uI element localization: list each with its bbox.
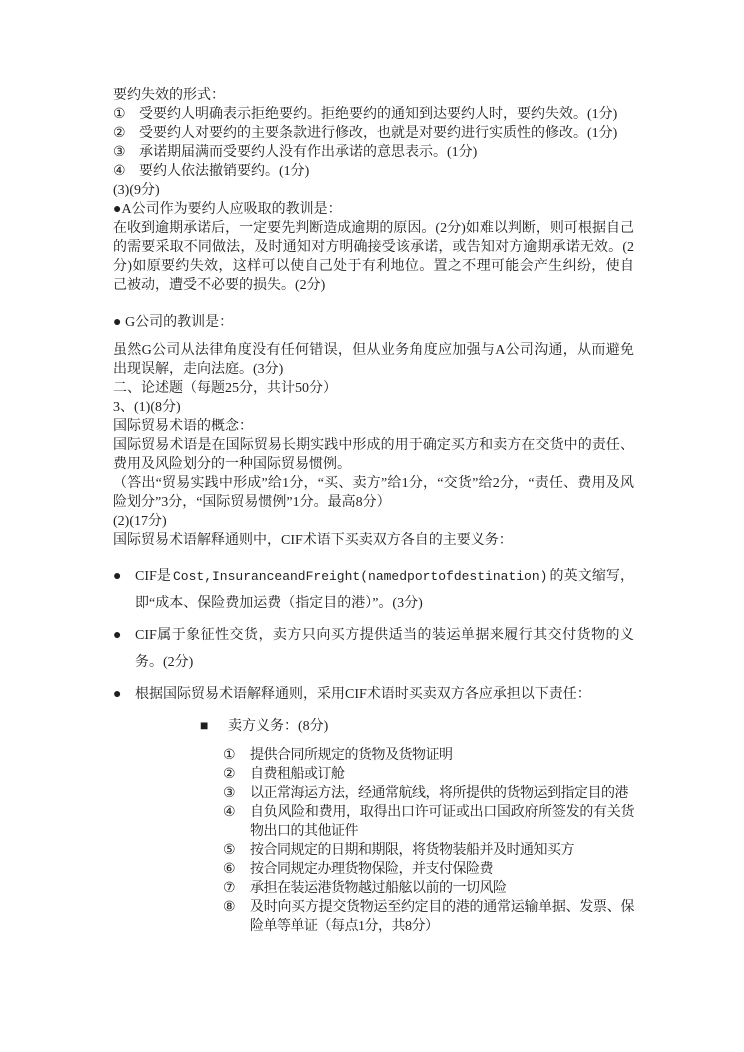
cif-definition-pre: CIF是 bbox=[135, 569, 171, 584]
seller-obligation-list bbox=[223, 746, 634, 936]
concept-scoring-note: （答出“贸易实践中形成”给1分，“买、卖方”给1分，“交货”给2分，“责任、费用及风险划分”3分，“国际贸易惯例”1分。最高8分） bbox=[113, 476, 634, 510]
item-text: 自负风险和费用，取得出口许可证或出口国政府所签发的有关货物出口的其他证件 bbox=[250, 805, 634, 839]
item-number: ④ bbox=[223, 805, 236, 820]
item-number: ① bbox=[223, 748, 236, 763]
item-number: ③ bbox=[223, 786, 236, 801]
item-number: ② bbox=[223, 767, 236, 782]
seller-obligation-item bbox=[223, 841, 634, 860]
item-number: ⑤ bbox=[223, 843, 236, 858]
seller-obligation-item bbox=[223, 784, 634, 803]
cif-responsibilities-bullet bbox=[113, 681, 634, 708]
bullet-text: 根据国际贸易术语解释通则，采用CIF术语时买卖双方各应承担以下责任： bbox=[135, 687, 591, 702]
seller-obligation-item bbox=[223, 860, 634, 879]
cif-definition-bullet bbox=[113, 563, 634, 617]
bullet-dot-icon: ● bbox=[113, 628, 122, 643]
g-company-body: 虽然G公司从法律角度没有任何错误，但从业务角度应加强与A公司沟通，从而避免出现误解，走向法庭。(3分) bbox=[113, 343, 634, 377]
item-text: 按合同规定办理货物保险，并支付保险费 bbox=[250, 862, 493, 877]
offer-invalid-item bbox=[113, 105, 634, 124]
item-number: ③ bbox=[113, 145, 126, 160]
item-text: 及时向买方提交货物运至约定目的港的通常运输单据、发票、保险单等单证（每点1分，共8分） bbox=[250, 900, 634, 934]
offer-score-line: (3)(9分) bbox=[113, 183, 160, 198]
offer-invalid-item bbox=[113, 143, 634, 162]
item-text: 按合同规定的日期和期限，将货物装船并及时通知买方 bbox=[250, 843, 574, 858]
seller-obligation-item bbox=[223, 765, 634, 784]
item-text: 承诺期届满而受要约人没有作出承诺的意思表示。(1分) bbox=[139, 145, 478, 160]
seller-obligation-item bbox=[223, 898, 634, 936]
item-text: 受要约人对要约的主要条款进行修改，也就是对要约进行实质性的修改。(1分) bbox=[139, 126, 618, 141]
item-text: 承担在装运港货物越过船舷以前的一切风险 bbox=[250, 881, 507, 896]
item-number: ⑥ bbox=[223, 862, 236, 877]
a-company-body: 在收到逾期承诺后，一定要先判断造成逾期的原因。(2分)如难以判断，则可根据自己的需要采取不同做法，及时通知对方明确接受该承诺，或告知对方逾期承诺无效。(2分)如原要约失效，这样可以使自己处于有利地位。置之不理可能会产生纠纷，使自己被动，遭受不必要的损失。(2分) bbox=[113, 221, 634, 293]
item-number: ⑦ bbox=[223, 881, 236, 896]
seller-obligations-heading bbox=[200, 717, 634, 736]
item-number: ⑧ bbox=[223, 900, 236, 915]
item-text: 要约人依法撤销要约。(1分) bbox=[139, 164, 310, 179]
question3-label: 3、(1)(8分) bbox=[113, 400, 181, 415]
concept-body: 国际贸易术语是在国际贸易长期实践中形成的用于确定买方和卖方在交货中的责任、费用及风险划分的一种国际贸易惯例。 bbox=[113, 438, 634, 472]
offer-invalid-item bbox=[113, 162, 634, 181]
item-text: 受要约人明确表示拒绝要约。拒绝要约的通知到达要约人时，要约失效。(1分) bbox=[139, 107, 618, 122]
document-content bbox=[113, 86, 634, 936]
bullet-dot-icon: ● bbox=[113, 569, 122, 584]
offer-invalid-title: 要约失效的形式： bbox=[113, 88, 225, 103]
square-bullet-icon: ■ bbox=[200, 719, 209, 734]
seller-obligation-item bbox=[223, 879, 634, 898]
bullet-text: CIF属于象征性交货，卖方只向买方提供适当的装运单据来履行其交付货物的义务。(2分) bbox=[135, 628, 634, 670]
bullet-text bbox=[135, 563, 634, 617]
cif-symbolic-delivery-bullet bbox=[113, 622, 634, 676]
seller-obligation-item bbox=[223, 803, 634, 841]
item-text: 提供合同所规定的货物及货物证明 bbox=[250, 748, 453, 763]
item-number: ① bbox=[113, 107, 126, 122]
item-number: ② bbox=[113, 126, 126, 141]
seller-obligation-item bbox=[223, 746, 634, 765]
essay-section-heading: 二、论述题（每题25分，共计50分） bbox=[113, 381, 337, 396]
cif-bullet-list bbox=[113, 563, 634, 708]
seller-heading-text: 卖方义务：(8分) bbox=[228, 719, 329, 734]
concept-title: 国际贸易术语的概念： bbox=[113, 419, 253, 434]
item-number: ④ bbox=[113, 164, 126, 179]
cif-definition-post: 的英文缩写，即“成本、保险费加运费（指定目的港）”。(3分) bbox=[135, 569, 635, 611]
question2-label: (2)(17分) bbox=[113, 514, 167, 529]
g-company-heading: ● G公司的教训是： bbox=[113, 315, 234, 330]
bullet-dot-icon: ● bbox=[113, 687, 122, 702]
a-company-heading: ●A公司作为要约人应吸取的教训是： bbox=[113, 202, 342, 217]
item-text: 以正常海运方法，经通常航线，将所提供的货物运到指定目的港 bbox=[250, 786, 628, 801]
item-text: 自费租船或订舱 bbox=[250, 767, 345, 782]
cif-intro: 国际贸易术语解释通则中，CIF术语下买卖双方各自的主要义务： bbox=[113, 533, 513, 548]
offer-invalid-item bbox=[113, 124, 634, 143]
cif-english-abbreviation: Cost,InsuranceandFreight(namedportofdestination) bbox=[172, 569, 548, 584]
